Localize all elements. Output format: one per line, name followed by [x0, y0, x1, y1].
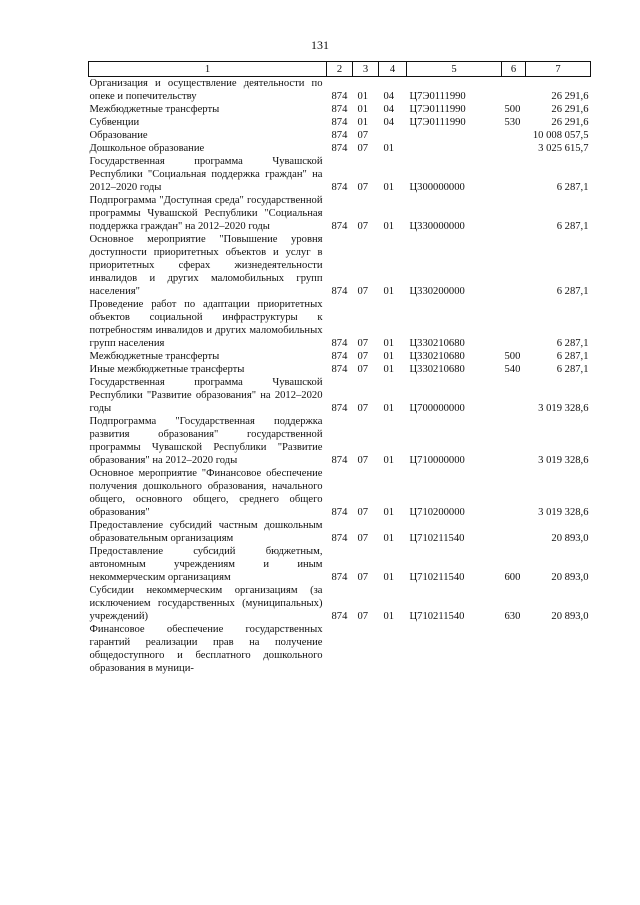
row-amount: 3 019 328,6 — [538, 403, 589, 414]
row-expense-type: 500 — [504, 104, 521, 115]
row-subsection-code: 04 — [383, 104, 395, 115]
row-amount: 26 291,6 — [551, 117, 589, 128]
row-expense-type — [502, 194, 526, 233]
row-target-code: Ц7Э0111990 — [409, 117, 466, 128]
row-target-code: Ц7Э0111990 — [409, 91, 466, 102]
row-ministry-code: 874 — [331, 364, 348, 375]
table-row — [89, 129, 591, 142]
header-col-6: 6 — [502, 62, 526, 77]
row-target-code: Ц300000000 — [409, 182, 465, 193]
table-row — [89, 116, 591, 129]
row-name: Проведение работ по адаптации приоритетных объектов социальной инфраструктуры к потребностям инвалидов и других маломобильных групп населения — [89, 299, 323, 349]
row-section-code: 07 — [357, 286, 369, 297]
header-col-5: 5 — [407, 62, 502, 77]
table-row — [89, 623, 591, 675]
table-row — [89, 155, 591, 194]
row-section-code — [353, 623, 379, 675]
row-subsection-code: 01 — [383, 611, 395, 622]
row-expense-type — [502, 519, 526, 545]
table-row — [89, 103, 591, 116]
row-amount: 26 291,6 — [551, 104, 589, 115]
row-amount: 10 008 057,5 — [532, 130, 589, 141]
row-amount — [526, 623, 591, 675]
row-name: Подпрограмма "Государственная поддержка развития образования" государственной программы Чувашской Республики "Развитие образования" на 2012–2020 годы — [89, 416, 323, 466]
row-ministry-code — [327, 623, 353, 675]
row-expense-type: 540 — [504, 364, 521, 375]
row-section-code: 07 — [357, 533, 369, 544]
row-target-code: Ц330210680 — [409, 351, 465, 362]
row-section-code: 01 — [357, 117, 369, 128]
row-section-code: 07 — [357, 507, 369, 518]
row-ministry-code: 874 — [331, 143, 348, 154]
row-section-code: 07 — [357, 403, 369, 414]
row-ministry-code: 874 — [331, 338, 348, 349]
row-ministry-code: 874 — [331, 221, 348, 232]
row-target-code — [407, 142, 502, 155]
row-ministry-code: 874 — [331, 455, 348, 466]
row-amount: 20 893,0 — [551, 533, 589, 544]
row-ministry-code: 874 — [331, 533, 348, 544]
header-row — [89, 62, 591, 77]
row-target-code: Ц710211540 — [409, 572, 465, 583]
row-name: Субвенции — [89, 117, 140, 128]
table-row — [89, 545, 591, 584]
row-amount: 3 019 328,6 — [538, 507, 589, 518]
table-row — [89, 77, 591, 104]
row-ministry-code: 874 — [331, 507, 348, 518]
row-name: Организация и осуществление деятельности по опеке и попечительству — [89, 78, 323, 102]
row-section-code: 01 — [357, 104, 369, 115]
table-body — [89, 77, 591, 676]
row-target-code: Ц7Э0111990 — [409, 104, 466, 115]
row-ministry-code: 874 — [331, 351, 348, 362]
row-ministry-code: 874 — [331, 91, 348, 102]
row-section-code: 07 — [357, 351, 369, 362]
row-name: Предоставление субсидий частным дошкольным образовательным организациям — [89, 520, 323, 544]
row-expense-type: 500 — [504, 351, 521, 362]
row-ministry-code: 874 — [331, 572, 348, 583]
row-ministry-code: 874 — [331, 130, 348, 141]
row-amount: 6 287,1 — [556, 221, 589, 232]
row-ministry-code: 874 — [331, 117, 348, 128]
row-section-code: 07 — [357, 130, 369, 141]
table-row — [89, 584, 591, 623]
header-col-1: 1 — [89, 62, 327, 77]
row-expense-type — [502, 623, 526, 675]
row-target-code: Ц710211540 — [409, 533, 465, 544]
row-name: Дошкольное образование — [89, 143, 205, 154]
budget-table — [88, 61, 591, 675]
row-section-code: 01 — [357, 91, 369, 102]
page-number: 131 — [311, 38, 329, 52]
row-ministry-code: 874 — [331, 403, 348, 414]
row-expense-type — [502, 129, 526, 142]
table-row — [89, 376, 591, 415]
row-amount: 26 291,6 — [551, 91, 589, 102]
row-name: Межбюджетные трансферты — [89, 104, 220, 115]
row-target-code: Ц330210680 — [409, 364, 465, 375]
row-target-code — [407, 623, 502, 675]
table-row — [89, 298, 591, 350]
row-target-code: Ц710000000 — [409, 455, 465, 466]
row-amount: 6 287,1 — [556, 364, 589, 375]
table-header — [89, 62, 591, 77]
table-row — [89, 233, 591, 298]
row-subsection-code: 01 — [383, 182, 395, 193]
row-section-code: 07 — [357, 221, 369, 232]
row-name: Субсидии некоммерческим организациям (за исключением государственных (муниципальных) учреждений) — [89, 585, 323, 622]
row-expense-type — [502, 467, 526, 519]
header-col-2: 2 — [327, 62, 353, 77]
row-ministry-code: 874 — [331, 182, 348, 193]
row-subsection-code: 04 — [383, 117, 395, 128]
row-expense-type — [502, 142, 526, 155]
row-amount: 6 287,1 — [556, 338, 589, 349]
row-amount: 20 893,0 — [551, 572, 589, 583]
row-expense-type: 630 — [504, 611, 521, 622]
row-target-code: Ц700000000 — [409, 403, 465, 414]
row-name: Предоставление субсидий бюджетным, автономным учреждениям и иным некоммерческим организациям — [89, 546, 323, 583]
row-expense-type: 530 — [504, 117, 521, 128]
row-subsection-code: 01 — [383, 286, 395, 297]
row-ministry-code: 874 — [331, 611, 348, 622]
row-subsection-code: 01 — [383, 221, 395, 232]
row-target-code: Ц330210680 — [409, 338, 465, 349]
row-subsection-code: 01 — [383, 507, 395, 518]
table-row — [89, 350, 591, 363]
row-target-code: Ц330200000 — [409, 286, 465, 297]
row-subsection-code: 01 — [383, 143, 395, 154]
row-expense-type — [502, 233, 526, 298]
row-subsection-code: 01 — [383, 338, 395, 349]
row-expense-type — [502, 77, 526, 104]
row-subsection-code — [379, 623, 407, 675]
table-row — [89, 415, 591, 467]
row-name: Межбюджетные трансферты — [89, 351, 220, 362]
row-subsection-code: 01 — [383, 403, 395, 414]
row-amount: 3 025 615,7 — [538, 143, 589, 154]
table-row — [89, 467, 591, 519]
header-col-4: 4 — [379, 62, 407, 77]
table-row — [89, 363, 591, 376]
row-amount: 6 287,1 — [556, 286, 589, 297]
row-amount: 6 287,1 — [556, 351, 589, 362]
row-expense-type — [502, 298, 526, 350]
row-expense-type: 600 — [504, 572, 521, 583]
row-subsection-code: 01 — [383, 455, 395, 466]
table-row — [89, 519, 591, 545]
row-subsection-code: 01 — [383, 572, 395, 583]
row-name: Финансовое обеспечение государственных гарантий реализации прав на получение общедоступного и бесплатного дошкольного образования в муници- — [89, 624, 323, 674]
row-target-code: Ц330000000 — [409, 221, 465, 232]
row-name: Государственная программа Чувашской Республики "Социальная поддержка граждан" на 2012–2020 годы — [89, 156, 323, 193]
header-col-3: 3 — [353, 62, 379, 77]
row-section-code: 07 — [357, 364, 369, 375]
row-name: Основное мероприятие "Финансовое обеспечение получения дошкольного образования, начального общего, основного общего, среднего общего образования" — [89, 468, 323, 518]
row-section-code: 07 — [357, 572, 369, 583]
row-amount: 20 893,0 — [551, 611, 589, 622]
row-name: Основное мероприятие "Повышение уровня доступности приоритетных объектов и услуг в приоритетных сферах жизнедеятельности инвалидов и других маломобильных групп населения" — [89, 234, 323, 297]
row-amount: 3 019 328,6 — [538, 455, 589, 466]
row-target-code: Ц710200000 — [409, 507, 465, 518]
row-target-code — [407, 129, 502, 142]
header-col-7: 7 — [526, 62, 591, 77]
row-section-code: 07 — [357, 143, 369, 154]
table-row — [89, 142, 591, 155]
row-expense-type — [502, 415, 526, 467]
row-expense-type — [502, 376, 526, 415]
row-amount: 6 287,1 — [556, 182, 589, 193]
row-section-code: 07 — [357, 455, 369, 466]
row-ministry-code: 874 — [331, 104, 348, 115]
row-name: Иные межбюджетные трансферты — [89, 364, 245, 375]
row-subsection-code: 01 — [383, 533, 395, 544]
row-subsection-code: 01 — [383, 364, 395, 375]
row-expense-type — [502, 155, 526, 194]
row-ministry-code: 874 — [331, 286, 348, 297]
row-section-code: 07 — [357, 182, 369, 193]
row-name: Образование — [89, 130, 148, 141]
table-row — [89, 194, 591, 233]
row-name: Государственная программа Чувашской Республики "Развитие образования" на 2012–2020 годы — [89, 377, 323, 414]
row-subsection-code: 04 — [383, 91, 395, 102]
row-subsection-code — [379, 129, 407, 142]
row-name: Подпрограмма "Доступная среда" государственной программы Чувашской Республики "Социальная поддержка граждан" на 2012–2020 годы — [89, 195, 323, 232]
row-section-code: 07 — [357, 338, 369, 349]
row-target-code: Ц710211540 — [409, 611, 465, 622]
row-section-code: 07 — [357, 611, 369, 622]
row-subsection-code: 01 — [383, 351, 395, 362]
